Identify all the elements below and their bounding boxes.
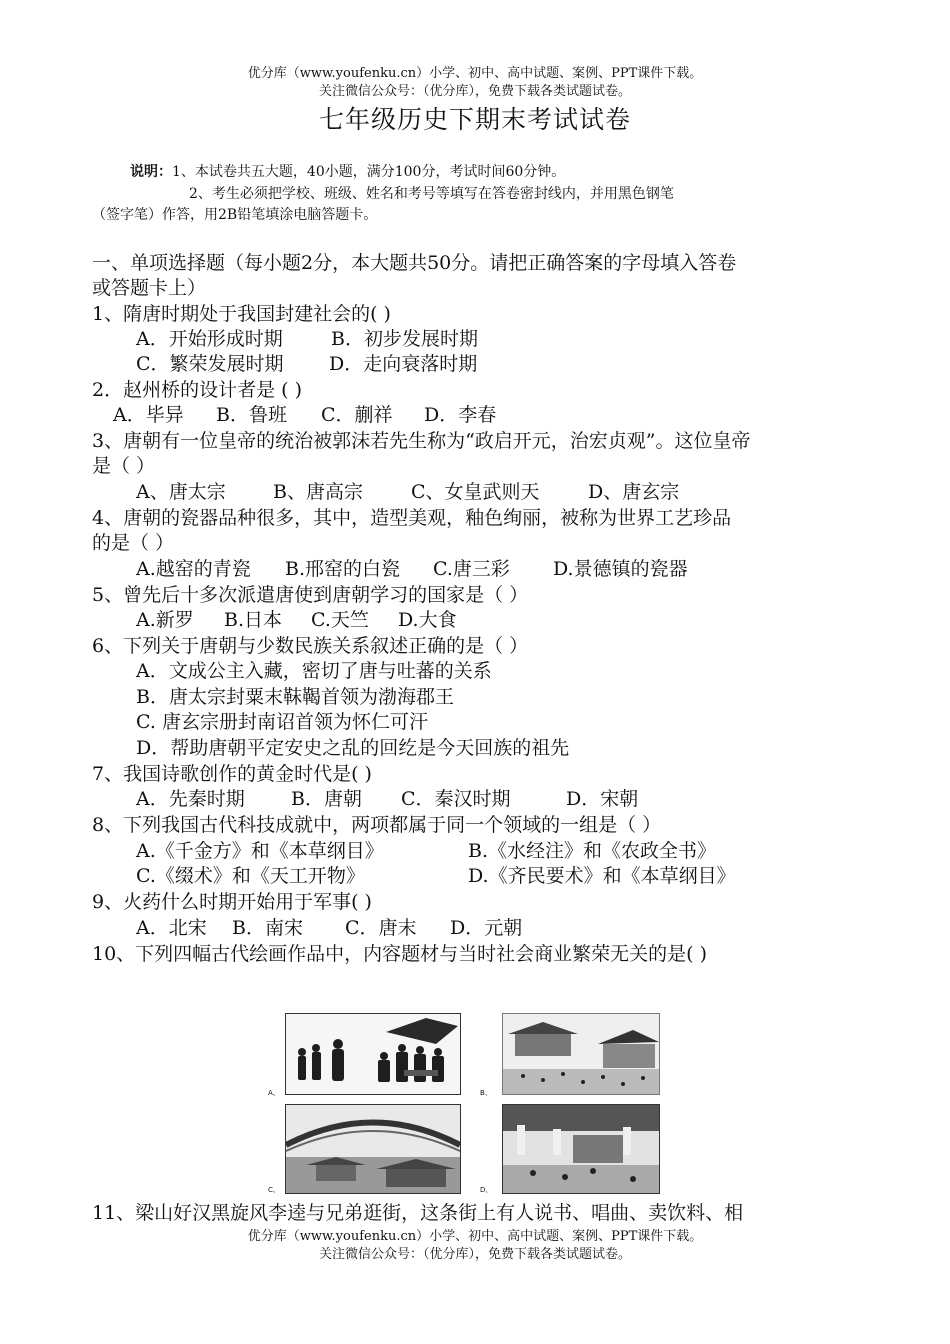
q7-option-d: D．宋朝 (566, 788, 639, 810)
instructions-line-1 (130, 162, 900, 183)
header-wechat-line: 关注微信公众号：（优分库），免费下载各类试题试卷。 (318, 84, 631, 99)
q9-option-a: A．北宋 (136, 917, 207, 939)
question-4-cont: 的是（ ） (92, 532, 175, 554)
q4-option-b: B.邢窑的白瓷 (285, 558, 401, 580)
instruction-1: 1、本试卷共五大题，40小题，满分100分，考试时间60分钟。 (172, 164, 566, 180)
question-7: 7、我国诗歌创作的黄金时代是( ) (92, 763, 372, 785)
question-8: 8、下列我国古代科技成就中，两项都属于同一个领域的一组是（ ） (92, 814, 662, 836)
footer-wechat-line: 关注微信公众号：（优分库），免费下载各类试题试卷。 (318, 1247, 631, 1262)
section-heading-cont: 或答题卡上） (92, 277, 207, 299)
question-10: 10、下列四幅古代绘画作品中，内容题材与当时社会商业繁荣无关的是( ) (92, 943, 708, 965)
question-2: 2．赵州桥的设计者是 ( ) (92, 379, 302, 401)
instruction-2: 2、考生必须把学校、班级、姓名和考号等填写在答卷密封线内，并用黑色钢笔 (189, 186, 674, 202)
painting-b-street (503, 1014, 659, 1094)
painting-c-label: C、 (268, 1186, 280, 1194)
question-9: 9、火药什么时期开始用于军事( ) (92, 891, 372, 913)
page-title: 七年级历史下期末考试试卷 (318, 105, 631, 134)
q6-option-a: A．文成公主入藏，密切了唐与吐蕃的关系 (136, 660, 492, 682)
q2-option-d: D．李春 (424, 404, 497, 426)
q6-option-d: D．帮助唐朝平定安史之乱的回纥是今天回族的祖先 (136, 737, 570, 759)
q7-option-b: B．唐朝 (291, 788, 362, 810)
footer-site-line: 优分库（www.youfenku.cn）小学、初中、高中试题、案例、PPT课件下载。 (247, 1229, 703, 1244)
q8-option-b: B.《水经注》和《农政全书》 (468, 840, 717, 862)
q6-option-c: C. 唐玄宗册封南诏首领为怀仁可汗 (136, 711, 428, 733)
q2-option-a: A．毕异 (113, 404, 184, 426)
q1-option-b: B．初步发展时期 (331, 328, 478, 350)
q5-option-a: A.新罗 (136, 609, 194, 631)
question-11: 11、梁山好汉黑旋风李逵与兄弟逛街，这条街上有人说书、唱曲、卖饮料、相 (92, 1202, 744, 1224)
q4-option-d: D.景德镇的瓷器 (553, 558, 688, 580)
q2-option-c: C．蒯祥 (321, 404, 393, 426)
q7-option-a: A．先秦时期 (136, 788, 245, 810)
painting-c-image (285, 1104, 461, 1194)
instruction-2-cont: （签字笔）作答，用2B铅笔填涂电脑答题卡。 (92, 207, 378, 223)
q3-option-b: B、唐高宗 (273, 481, 363, 503)
question-6: 6、下列关于唐朝与少数民族关系叙述正确的是（ ） (92, 635, 529, 657)
painting-d-image (502, 1104, 660, 1194)
painting-d-market (503, 1105, 659, 1193)
q4-option-a: A.越窑的青瓷 (136, 558, 251, 580)
q8-option-a: A.《千金方》和《本草纲目》 (136, 840, 384, 862)
q8-option-c: C.《缀术》和《天工开物》 (136, 865, 365, 887)
q6-option-b: B．唐太宗封粟末靺鞨首领为渤海郡王 (136, 686, 454, 708)
q1-option-d: D．走向衰落时期 (329, 353, 478, 375)
painting-b-label: B、 (480, 1089, 492, 1097)
instructions-label: 说明： (130, 164, 172, 180)
q9-option-b: B．南宋 (232, 917, 303, 939)
q1-option-c: C．繁荣发展时期 (136, 353, 284, 375)
painting-a-image (285, 1013, 461, 1095)
painting-b-image (502, 1013, 660, 1095)
q3-option-a: A、唐太宗 (136, 481, 226, 503)
painting-a-label: A、 (268, 1089, 280, 1097)
q8-option-d: D.《齐民要术》和《本草纲目》 (468, 865, 736, 887)
q7-option-c: C．秦汉时期 (401, 788, 511, 810)
header-site-line: 优分库（www.youfenku.cn）小学、初中、高中试题、案例、PPT课件下载。 (247, 66, 703, 81)
question-4: 4、唐朝的瓷器品种很多，其中，造型美观，釉色绚丽，被称为世界工艺珍品 (92, 507, 732, 529)
q2-option-b: B．鲁班 (216, 404, 287, 426)
question-1: 1、隋唐时期处于我国封建社会的( ) (92, 303, 391, 325)
question-5: 5、曾先后十多次派遣唐使到唐朝学习的国家是（ ） (92, 584, 529, 606)
q5-option-d: D.大食 (398, 609, 457, 631)
q5-option-c: C.天竺 (311, 609, 369, 631)
painting-d-label: D、 (480, 1186, 493, 1194)
q1-option-a: A．开始形成时期 (136, 328, 283, 350)
q4-option-c: C.唐三彩 (433, 558, 510, 580)
section-heading: 一、单项选择题（每小题2分，本大题共50分。请把正确答案的字母填入答卷 (92, 252, 737, 274)
painting-a-figures (286, 1014, 460, 1094)
q9-option-c: C．唐末 (345, 917, 417, 939)
q3-option-d: D、唐玄宗 (588, 481, 680, 503)
q5-option-b: B.日本 (224, 609, 283, 631)
q3-option-c: C、女皇武则天 (411, 481, 540, 503)
painting-c-bridge (286, 1105, 460, 1193)
q9-option-d: D．元朝 (450, 917, 523, 939)
question-3: 3、唐朝有一位皇帝的统治被郭沫若先生称为“政启开元，治宏贞观”。这位皇帝 (92, 430, 751, 452)
question-3-cont: 是（ ） (92, 455, 156, 477)
